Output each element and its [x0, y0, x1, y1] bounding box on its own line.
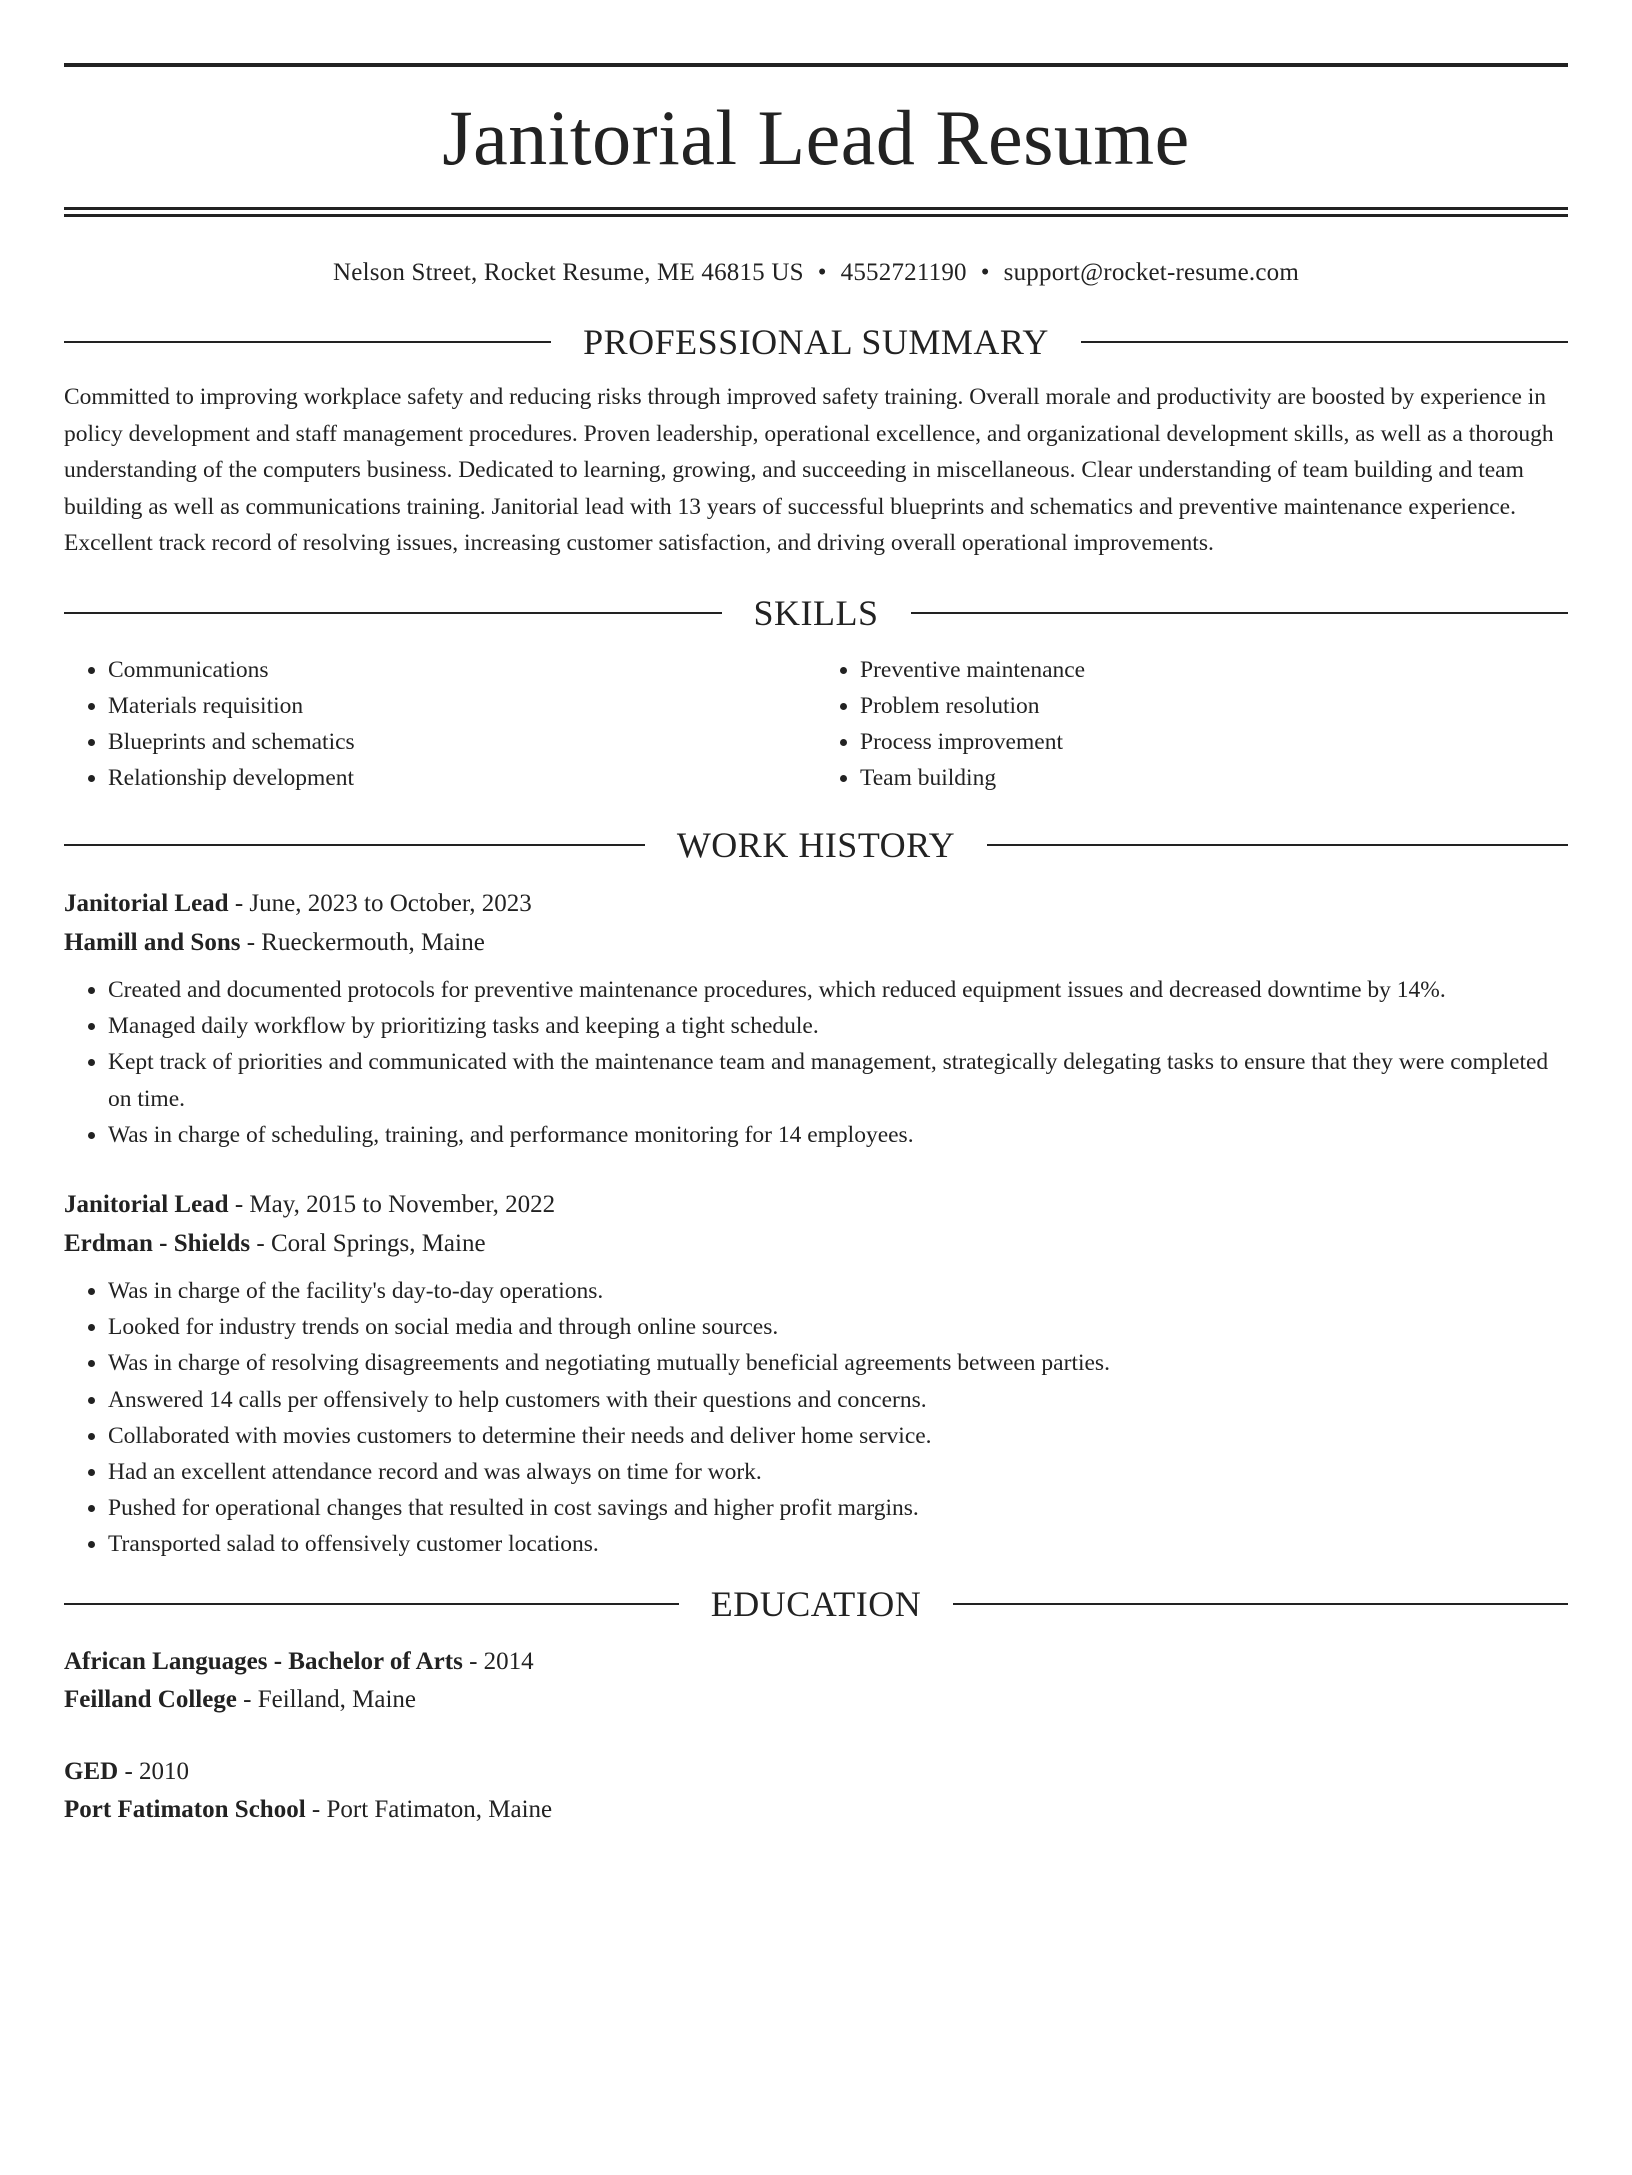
job-title-line — [64, 1185, 1568, 1224]
heading-rule — [987, 844, 1568, 846]
job-location: - Coral Springs, Maine — [250, 1229, 486, 1257]
heading-rule — [911, 612, 1569, 614]
skill-item: • Team building — [860, 760, 1568, 796]
skills-heading — [64, 588, 1568, 638]
skills-list — [64, 652, 1568, 796]
job-bullet: • Managed daily workflow by prioritizing tasks and keeping a tight schedule. — [108, 1008, 1568, 1044]
education-location: - Port Fatimaton, Maine — [305, 1795, 553, 1823]
education-entry — [64, 1753, 1568, 1829]
heading-rule — [64, 612, 722, 614]
job-company: Erdman - Shields — [64, 1229, 251, 1257]
resume-title: Janitorial Lead Resume — [442, 94, 1190, 181]
contact-address: Nelson Street, Rocket Resume, ME 46815 US — [333, 259, 804, 286]
skills-column-left — [64, 652, 816, 796]
job-company-line — [64, 1224, 1568, 1263]
job-company: Hamill and Sons — [64, 928, 241, 956]
job-bullet: • Looked for industry trends on social media and through online sources. — [108, 1309, 1568, 1345]
job-entry — [64, 1185, 1568, 1563]
job-dates: - May, 2015 to November, 2022 — [228, 1190, 556, 1218]
header-double-rule — [64, 207, 1568, 217]
job-bullets — [64, 1273, 1568, 1563]
summary-text: Committed to improving workplace safety and reducing risks through improved safety training. Overall morale and productivity are boosted by experience in policy development and staff management procedures. Proven leadership, operational excellence, and organizational development skills, as well as a thorough understanding of the computers business. Dedicated to learning, growing, and succeeding in miscellaneous. Clear understanding of team building and team building as well as communications training. Janitorial lead with 13 years of successful blueprints and schematics and preventive maintenance experience. Excellent track record of resolving issues, increasing customer satisfaction, and driving overall operational improvements. — [64, 384, 1554, 557]
skill-item: • Relationship development — [108, 760, 816, 796]
job-title: Janitorial Lead — [64, 1190, 229, 1218]
education-heading — [64, 1579, 1568, 1629]
education-year: - 2010 — [118, 1757, 190, 1785]
education-degree: African Languages - Bachelor of Arts — [64, 1647, 463, 1675]
skill-item: • Preventive maintenance — [860, 652, 1568, 688]
job-title-line — [64, 884, 1568, 923]
job-bullet: • Collaborated with movies customers to determine their needs and deliver home service. — [108, 1418, 1568, 1454]
job-title: Janitorial Lead — [64, 889, 229, 917]
contact-phone: 4552721190 — [840, 259, 967, 286]
job-bullet: • Transported salad to offensively customer locations. — [108, 1526, 1568, 1562]
job-bullet: • Was in charge of scheduling, training, and performance monitoring for 14 employees. — [108, 1117, 1568, 1153]
skill-item: • Communications — [108, 652, 816, 688]
section-title: SKILLS — [753, 592, 879, 633]
summary-heading — [64, 317, 1568, 367]
education-school: Port Fatimaton School — [64, 1795, 306, 1823]
job-bullet: • Pushed for operational changes that resulted in cost savings and higher profit margins. — [108, 1490, 1568, 1526]
contact-email: support@rocket-resume.com — [1003, 259, 1299, 286]
job-bullet: • Had an excellent attendance record and was always on time for work. — [108, 1454, 1568, 1490]
job-location: - Rueckermouth, Maine — [240, 928, 485, 956]
education-degree-line — [64, 1643, 1568, 1681]
job-bullet: • Created and documented protocols for preventive maintenance procedures, which reduced equipment issues and decreased downtime by 14%. — [108, 972, 1568, 1008]
resume-page — [0, 63, 1632, 2175]
heading-rule — [64, 844, 645, 846]
job-dates: - June, 2023 to October, 2023 — [228, 889, 532, 917]
job-bullet: • Was in charge of the facility's day-to-day operations. — [108, 1273, 1568, 1309]
section-title: WORK HISTORY — [676, 824, 956, 865]
job-bullet: • Kept track of priorities and communicated with the maintenance team and management, strategically delegating tasks to ensure that they were completed on time. — [108, 1044, 1568, 1116]
heading-rule — [1081, 341, 1568, 343]
skill-item: • Blueprints and schematics — [108, 724, 816, 760]
section-title: PROFESSIONAL SUMMARY — [583, 322, 1049, 362]
section-title: EDUCATION — [710, 1583, 922, 1624]
heading-rule — [953, 1603, 1568, 1605]
contact-separator: • — [980, 259, 990, 286]
skill-item: • Process improvement — [860, 724, 1568, 760]
contact-separator: • — [817, 259, 827, 286]
job-bullet: • Was in charge of resolving disagreements and negotiating mutually beneficial agreements between parties. — [108, 1345, 1568, 1381]
education-location: - Feilland, Maine — [236, 1685, 417, 1713]
contact-line — [64, 253, 1568, 293]
education-entry — [64, 1643, 1568, 1719]
job-entry — [64, 884, 1568, 1153]
heading-rule — [64, 1603, 679, 1605]
education-year: - 2014 — [462, 1647, 534, 1675]
job-bullet: • Answered 14 calls per offensively to help customers with their questions and concerns. — [108, 1382, 1568, 1418]
skill-item: • Problem resolution — [860, 688, 1568, 724]
education-school: Feilland College — [64, 1685, 237, 1713]
job-company-line — [64, 923, 1568, 962]
skills-column-right — [816, 652, 1568, 796]
heading-rule — [64, 341, 551, 343]
education-degree: GED — [64, 1757, 119, 1785]
job-bullets — [64, 972, 1568, 1153]
education-school-line — [64, 1791, 1568, 1829]
work-heading — [64, 820, 1568, 870]
skill-item: • Materials requisition — [108, 688, 816, 724]
education-school-line — [64, 1681, 1568, 1719]
education-degree-line — [64, 1753, 1568, 1791]
